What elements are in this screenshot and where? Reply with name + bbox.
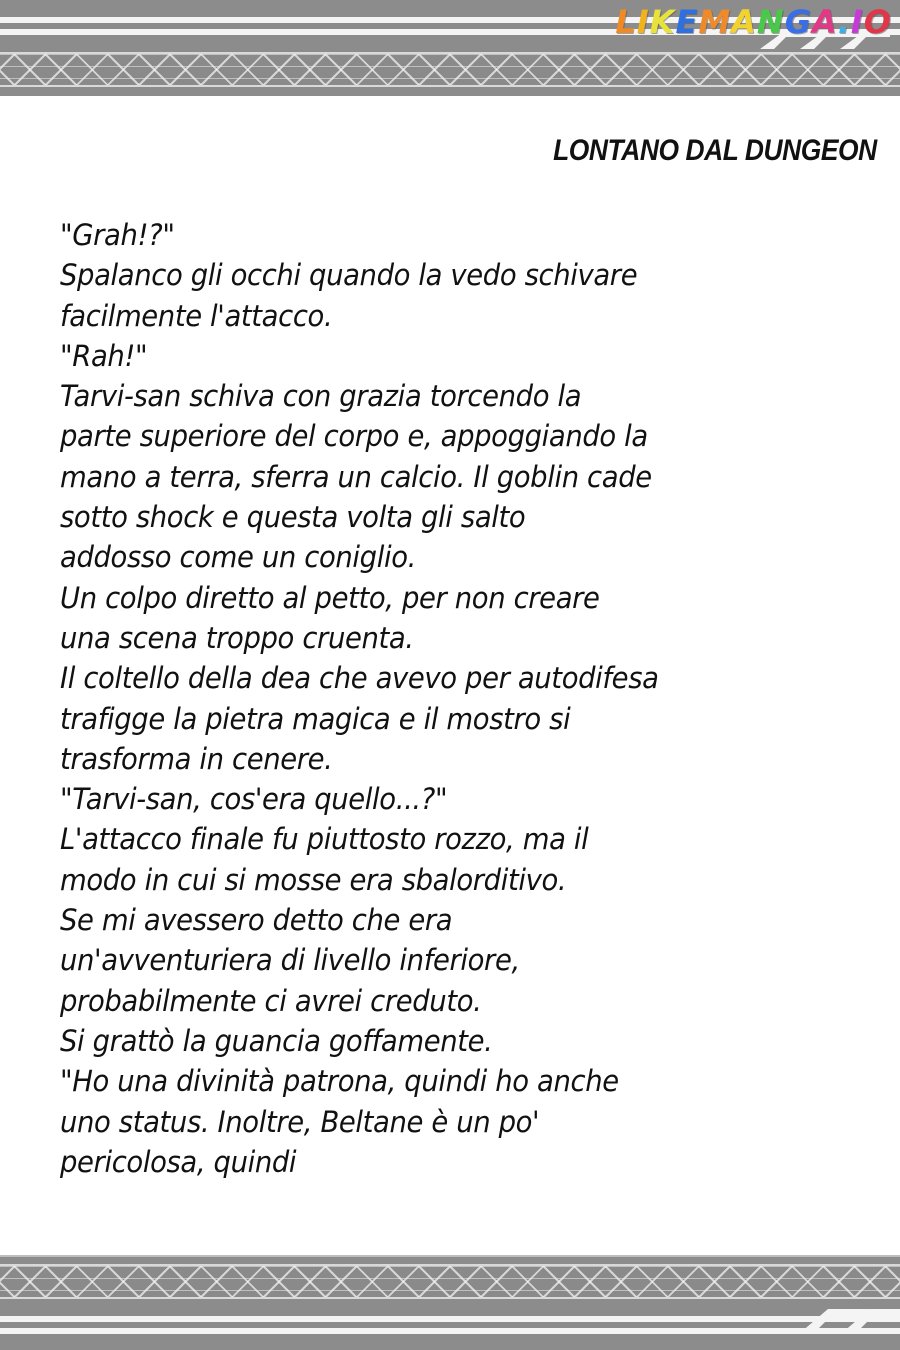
footer-corner-ornament: [770, 1305, 900, 1325]
text-line: "Grah!?": [60, 218, 175, 252]
logo-letter: M: [698, 3, 732, 41]
footer-stripe-bottom: [0, 1328, 900, 1334]
text-line: parte superiore del corpo e, appoggiando la: [60, 419, 648, 454]
logo-letter: I: [850, 3, 864, 41]
footer-stripe-top: [0, 1316, 900, 1322]
text-line: un'avventuriera di livello inferiore,: [60, 943, 520, 978]
logo-letter: A: [811, 3, 838, 41]
logo-letter: O: [863, 3, 892, 41]
header-line: [0, 85, 900, 87]
text-line: "Ho una divinità patrona, quindi ho anche: [60, 1064, 619, 1099]
footer-line: [0, 1297, 900, 1299]
logo-letter: N: [756, 3, 785, 41]
text-line: pericolosa, quindi: [60, 1144, 297, 1179]
text-line: Tarvi-san schiva con grazia torcendo la: [60, 379, 582, 414]
logo-letter: .: [837, 3, 851, 41]
text-line: trafigge la pietra magica e il mostro si: [60, 701, 571, 736]
text-line: Un colpo diretto al petto, per non creare: [60, 580, 600, 615]
text-line: modo in cui si mosse era sbalorditivo.: [60, 862, 567, 897]
text-line: uno status. Inoltre, Beltane è un po': [60, 1104, 540, 1139]
text-line: sotto shock e questa volta gli salto: [60, 500, 526, 535]
site-watermark-logo: [615, 2, 892, 42]
logo-letter: E: [675, 3, 699, 41]
text-line: trasforma in cenere.: [60, 741, 333, 776]
text-line: Il coltello della dea che avevo per autodifesa: [60, 661, 659, 696]
header-border-band: [0, 0, 900, 96]
text-line: Si grattò la guancia goffamente.: [60, 1023, 493, 1058]
logo-letter: K: [649, 3, 676, 41]
novel-text-body: [60, 215, 860, 1182]
footer-line: [0, 1255, 900, 1257]
text-line: "Tarvi-san, cos'era quello...?": [60, 782, 448, 817]
text-line: "Rah!": [60, 338, 148, 373]
chapter-title: LONTANO DAL DUNGEON: [553, 134, 877, 167]
header-ornament-pattern: [0, 54, 900, 85]
text-line: addosso come un coniglio.: [60, 540, 416, 575]
footer-border-band: [0, 1255, 900, 1350]
text-line: L'attacco finale fu piuttosto rozzo, ma il: [60, 822, 589, 857]
text-line: Spalanco gli occhi quando la vedo schivare: [60, 258, 638, 293]
logo-letter: A: [731, 3, 757, 41]
text-line: una scena troppo cruenta.: [60, 620, 414, 655]
footer-ornament-pattern: [0, 1266, 900, 1297]
logo-letter: L: [615, 3, 637, 41]
text-line: probabilmente ci avrei creduto.: [60, 983, 482, 1018]
logo-letter: G: [784, 3, 812, 41]
logo-letter: I: [636, 3, 650, 41]
text-line: facilmente l'attacco.: [60, 298, 333, 333]
text-line: mano a terra, sferra un calcio. Il goblin cade: [60, 459, 652, 494]
text-line: Se mi avessero detto che era: [60, 903, 453, 938]
